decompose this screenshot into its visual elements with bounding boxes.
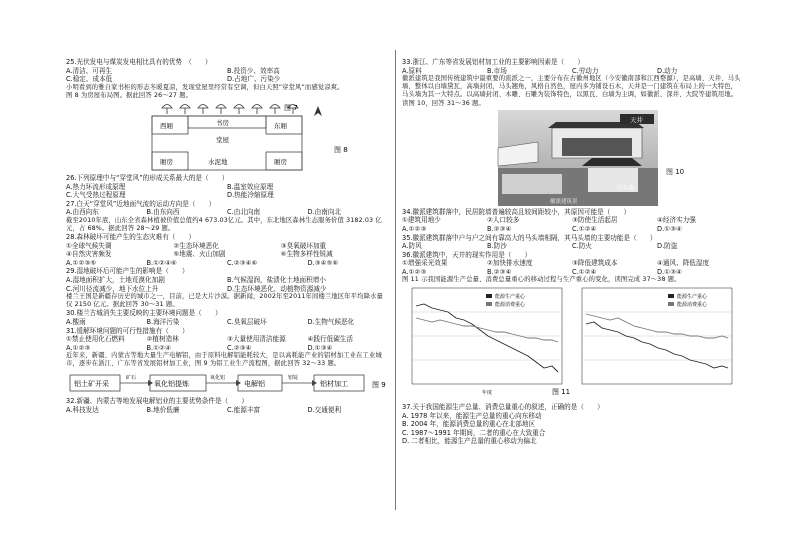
q35-opt-c: C.防火 (572, 242, 592, 251)
q35-opt-a: A.防风 (402, 242, 422, 251)
q30-opt-c: C.臭氧层破坏 (227, 318, 267, 327)
q31-opt-d: D.①③④ (307, 343, 333, 352)
q28-opt-c: C.②③④⑥ (227, 258, 258, 267)
fig9-box-alumina: 氧化铝提炼 (154, 379, 189, 388)
q29-opt-d: D.生态环境恶化，动植物资源减少 (227, 284, 327, 293)
q32-opt-b: B.地价低廉 (146, 405, 180, 414)
q26-opt-d: D.热能冷缩原理 (227, 191, 274, 200)
q34-statements (402, 216, 742, 225)
q27-stem: 27.白天“穿堂风”近地面气流的运动方向是（ ） (66, 199, 216, 208)
north-arrow-icon (314, 106, 322, 116)
q31-s2: ②植树造林 (146, 335, 179, 344)
q31-opt-a: A.①②③ (66, 343, 91, 352)
q34-s3: ③防使生活起居 (572, 216, 618, 225)
fig10-subtitle: 徽派建筑景 (550, 198, 578, 205)
left-column (66, 58, 388, 414)
q31-s4: ④践行低碳生活 (307, 335, 353, 344)
fig11-right-legend-1: 能源生产重心 (677, 294, 708, 301)
q33-opt-a: A.原料 (402, 66, 422, 75)
q36-opt-c: C.①②④ (572, 267, 597, 276)
q34-opt-c: C.①②④ (572, 224, 597, 233)
fig11-left-xlabel: 年度 (482, 390, 493, 397)
fig10-caption: 图 10 (666, 167, 685, 176)
q31-options (66, 344, 388, 353)
q28-opt-d: D.③④⑤⑥ (307, 258, 339, 267)
huizhou-architecture-photo (402, 108, 742, 208)
fig8-hall: 堂屋 (216, 136, 229, 145)
q31-stem: 31.缓解环境问题的可行性措施有（ ） (66, 326, 189, 335)
q28-s5: ⑤地震、火山加剧 (173, 250, 226, 259)
q36-opt-d: D.①③④ (657, 267, 682, 276)
fig9-arrow-2: 氧化铝 (210, 374, 226, 381)
fig11-right-series-production (586, 322, 728, 368)
fig8-yard: 水泥地 (208, 158, 228, 167)
intro-26-line1: 小明看到的雅自家书柜的形态冬暖夏凉，发现堂屋里经常有空调，但白天照“穿堂风”而感觉凉爽。 (66, 83, 344, 91)
q36-s4: ④通风、降低湿度 (657, 259, 710, 268)
intro-26-line2: 图 8 为房屋布局图。据此回答 26～27 题。 (66, 91, 193, 99)
q28-stem: 28.森林破坏可能产生的生态灾难有（ ） (66, 233, 196, 242)
fig10-tianjing: 天井 (630, 115, 643, 124)
q28-opt-b: B.①②④⑥ (146, 258, 177, 267)
q27-options (66, 208, 388, 217)
q37-stem: 37.关于我国能源生产总量、消费总量重心的叙述，正确的是（ ） (402, 403, 604, 412)
fig11-caption: 图 11 (552, 388, 571, 397)
q33-stem: 33.浙江、广东等省发展铝材加工业的主要影响因素是（ ） (402, 58, 584, 66)
column-divider (395, 50, 396, 510)
q35-opt-b: B.防沙 (487, 242, 507, 251)
fig11-right-series-consumption (586, 314, 728, 338)
fig9-caption: 图 9 (372, 380, 386, 389)
q28-s6: ⑥生物多样性锐减 (280, 250, 333, 259)
q26-stem: 26.下列原理中与“穿堂风”的形成关系最大的是（ ） (66, 174, 229, 183)
q29-stem: 29.湿地破坏后可能产生的影响是（ ） (66, 267, 189, 276)
q36-s1: ①增强采光效果 (402, 259, 448, 268)
q30-opt-b: B.海洋污染 (146, 318, 180, 327)
q35-stem: 35.徽派建筑群落中户与户之间有靠高大的马头墙相隔，其马头墙的主要功能是（ ） (402, 233, 657, 242)
q35-options (402, 242, 742, 251)
q36-s2: ②加快排水速度 (487, 259, 533, 268)
fig9-box-electrolysis: 电解铝 (244, 379, 265, 388)
fig9-arrow-3: 铝锭 (288, 374, 299, 381)
figure-10 (402, 108, 742, 208)
fig10-matouqiang: 马头墙 (616, 184, 635, 192)
q31-statements (66, 335, 388, 344)
fig8-caption: 图 8 (334, 146, 348, 155)
q36-statements (402, 259, 742, 268)
house-layout-diagram (66, 100, 388, 174)
q26-opt-a: A.热力环流形成原理 (66, 182, 126, 191)
q36-stem: 36.徽派建筑中，天井的现实作用是（ ） (402, 250, 532, 259)
q26-opt-c: C.大气受热过程原理 (66, 191, 126, 200)
intro-30: 楼兰王国是新疆存历史的城市之一，目前，已是大片沙漠。据新闻，2002年至2011年间楼兰地区年平均降水量仅 2150 亿元。据此回答 30～31 题。 (66, 293, 383, 309)
q32-options (66, 406, 388, 415)
q27-opt-b: B.由东向西 (146, 208, 180, 217)
q27-opt-d: D.由南向北 (307, 208, 342, 217)
q32-opt-a: A.科技发达 (66, 405, 99, 414)
figure-9-flowchart (66, 369, 388, 395)
q28-s3: ③臭氧破坏加重 (280, 241, 327, 250)
q33-opt-d: D.动力 (657, 66, 678, 75)
q32-opt-c: C.能源丰富 (227, 405, 261, 414)
q30-stem: 30.楼兰古城消失主要反映的主要环境问题是（ ） (66, 309, 222, 318)
q31-opt-c: C.②③④ (227, 343, 252, 352)
q34-opt-d: D.①③④ (657, 224, 682, 233)
q31-s1: ①禁止使用化石燃料 (66, 335, 125, 344)
q34-s4: ④经济实力强 (657, 216, 696, 225)
intro-32: 近年来，新疆、内蒙古等地大量生产电解铝，由于原料电解铝能耗较大，是以高耗能产业的铝材加工业在工业城市，逐步在浙江、广东等省发展铝材加工业，图 9 为铝工业生产流程图，据此回答 32～33 题。 (66, 352, 382, 368)
q28-s2: ②生态环境恶化 (173, 241, 219, 250)
q30-options (66, 318, 388, 327)
fig8-study: 书房 (216, 119, 229, 128)
q37-opt-c: C. 1987～1991 年期间，二者的重心在大致重合 (402, 428, 546, 437)
figure-11-charts (402, 284, 742, 400)
q35-opt-d: D.防盗 (657, 242, 678, 251)
q26-opt-b: B.温室效应原理 (227, 182, 274, 191)
q28-opt-a: A.①②③⑤ (66, 258, 97, 267)
q27-opt-a: A.由西向东 (66, 208, 99, 217)
q36-opt-a: A.①②③ (402, 267, 427, 276)
q31-opt-b: B.①②④ (146, 343, 171, 352)
fig9-arrow-1: 矿石 (126, 374, 137, 381)
q36-opt-b: B.②③④ (487, 267, 512, 276)
q25-opt-b: B.投资少、效率高 (227, 66, 280, 75)
fig8-west: 西厢 (160, 122, 173, 131)
q34-opt-a: A.①②③ (402, 224, 427, 233)
fig11-right-chart (582, 288, 732, 384)
fig8-left-wing: 厢房 (160, 158, 173, 167)
q31-s3: ③大量使用清洁能源 (227, 335, 286, 344)
q33-opt-b: B.市场 (487, 66, 507, 75)
intro-37: 图 11 示我国能源生产总量、消费总量重心的移动过程与生产重心的变化，读图完成 37～38 题。 (402, 276, 681, 284)
q36-s3: ③降低建筑成本 (572, 259, 618, 268)
q29-opt-b: B.气候湿润，盐渍化土地面积增小 (227, 276, 326, 284)
q34-opt-b: B.②③④ (487, 224, 512, 233)
q30-opt-a: A.酸雨 (66, 318, 86, 327)
q28-statements (66, 242, 388, 259)
q34-s1: ①建筑用地少 (402, 216, 441, 225)
fig11-left-series-consumption (416, 318, 558, 342)
fig9-box-mining: 铝土矿开采 (74, 379, 109, 388)
q25-options (66, 67, 388, 84)
intro-34: 徽派建筑是我国传统建筑中最重要的流派之一，主要分布在古徽州地区（今安徽南部和江西婺源），是高墙、天井、马头墙，整体以白墙黛瓦，高墙封闭，马头翘角，风格自然色，屋内多为铺设石木，天井是一门建筑在布局上的一大特色，马头墙为其一大特点。以高墙封闭、木雕、石雕为装饰特色，以黑瓦、白墙为主调，如徽派、深井、大院等建筑用地。读图 10，回答 31～36 题。 (402, 75, 741, 107)
fig8-east: 东厢 (274, 122, 287, 131)
q33-opt-c: C.劳动力 (572, 66, 599, 75)
fig9-box-processing: 铝材加工 (320, 379, 348, 388)
fig7-caption: 图 7 (284, 104, 298, 113)
fig11-left-legend-2: 能源消费重心 (495, 302, 526, 309)
q28-s4: ④自然灾害频发 (66, 250, 112, 259)
q26-options (66, 183, 388, 200)
q32-stem: 32.新疆、内蒙古等地发展电解铝业的主要优势条件是（ ） (66, 397, 248, 406)
q25-stem: 25.光伏发电与煤炭发电相比具有的优势 （ ） (66, 58, 212, 66)
figure-8 (66, 100, 388, 174)
q27-opt-c: C.由北向南 (227, 208, 261, 217)
q25-opt-d: D.占地广、污染少 (227, 75, 281, 84)
q28-s1: ①全球气候失调 (66, 241, 112, 250)
q25-opt-a: A.清洁、可再生 (66, 66, 113, 75)
q37-opt-a: A. 1978 年以来，能源生产总量的重心向东移动 (402, 411, 542, 420)
q37-opt-d: D. 二者相比，能源生产总量的重心移动为偏北 (402, 437, 537, 446)
q32-opt-d: D.交通便利 (307, 405, 342, 414)
q34-options (402, 225, 742, 234)
right-column (402, 58, 742, 446)
fig11-right-legend-2: 能源消费重心 (677, 302, 708, 309)
q29-opt-c: C.河川径流减少，地下水位上升 (66, 284, 159, 293)
q30-opt-d: D.生物气候恶化 (307, 318, 355, 327)
fig8-right-wing: 厢房 (274, 158, 287, 167)
intro-28: 截至2010年底，山东全省森林植被价值总值约4 673.03亿元。其中，东北地区森林生态服务价值 3182.03 亿元，占 68%。据此回答 28～29 题。 (66, 216, 382, 233)
q29-options (66, 276, 388, 293)
q29-opt-a: A.湿地面积扩大，土地荒漠化加剧 (66, 276, 165, 284)
q33-options (402, 67, 742, 76)
q37-opt-b: B. 2004 年，能源消费总量的重心在北部地区 (402, 420, 536, 429)
fig11-left-legend-1: 能源生产重心 (495, 294, 526, 301)
q25-opt-c: C.稳定、成本低 (66, 75, 113, 84)
q34-s2: ②人口较多 (487, 216, 520, 225)
q34-stem: 34.徽派建筑群落中，民居院墙普遍较高且较间距较小，其原因可能是（ ） (402, 207, 631, 216)
fig11-left-chart (412, 288, 562, 384)
